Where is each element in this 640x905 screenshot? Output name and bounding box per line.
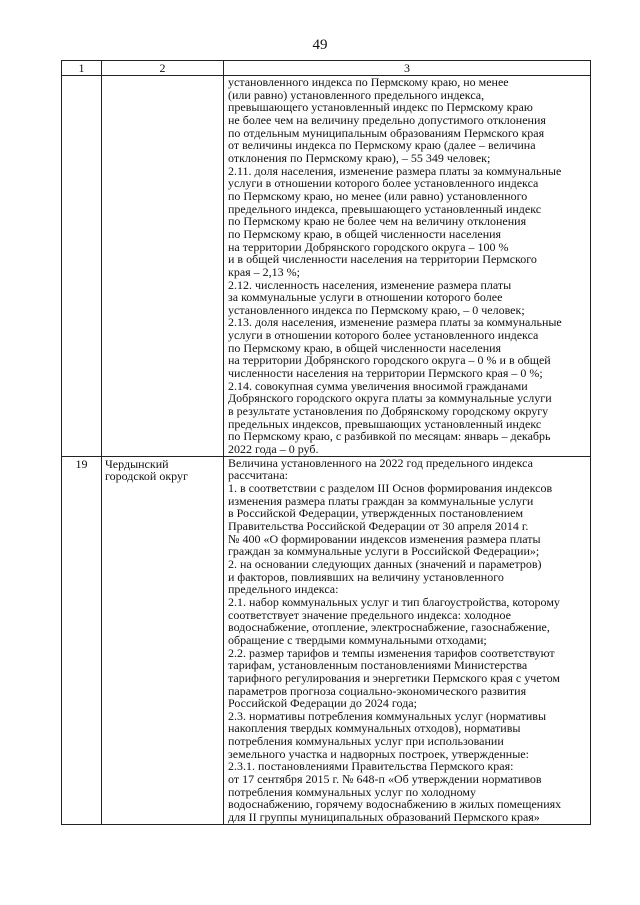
text-line: от величины индекса по Пермскому краю (далее – величина	[228, 138, 536, 153]
text-line: потребления коммунальных услуг при использовании	[228, 734, 504, 749]
text-line: на территории Добрянского городского округа – 100 %	[228, 239, 509, 254]
text-line: соответствует значение предельного индекса: холодное	[228, 607, 511, 622]
text-line: по Пермскому краю, в общей численности населения	[228, 226, 502, 241]
text-line: 2.2. размер тарифов и темпы изменения тарифов соответствуют	[228, 645, 555, 660]
text-line: отклонения по Пермскому краю), – 55 349 человек;	[228, 150, 491, 165]
description-cell	[224, 76, 591, 457]
text-line: (или равно) установленного предельного индекса,	[228, 87, 485, 102]
text-line: и факторов, повлиявших на величину установленного	[228, 569, 504, 584]
text-line: тарифам, установленным постановлениями Министерства	[228, 658, 528, 673]
text-line: Российской Федерации до 2024 года;	[228, 696, 417, 711]
text-line: не более чем на величину предельно допустимого отклонения	[228, 112, 546, 127]
text-line: граждан за коммунальные услуги в Российской Федерации»;	[228, 544, 540, 559]
text-line: обращение с твердыми коммунальными отходами;	[228, 632, 487, 647]
text-line: услуги в отношении которого более установленного индекса	[228, 176, 539, 191]
text-line: 2.3. нормативы потребления коммунальных услуг (нормативы	[228, 708, 546, 723]
text-line: по Пермскому краю, но менее (или равно) установленного	[228, 188, 528, 203]
text-line: 1. в соответствии с разделом III Основ формирования индексов	[228, 481, 553, 495]
row-number-cell: 19	[62, 456, 102, 824]
column-header-3: 3	[224, 61, 591, 76]
municipality-name-cell	[102, 76, 224, 457]
text-line: 2. на основании следующих данных (значений и параметров)	[228, 556, 542, 571]
text-line: накопления твердых коммунальных отходов), нормативы	[228, 721, 521, 736]
text-line: установленного индекса по Пермскому краю, – 0 человек;	[228, 302, 525, 317]
text-line: в результате установления по Добрянскому городскому округу	[228, 404, 549, 419]
text-line: Правительства Российской Федерации от 30 апреля 2014 г.	[228, 518, 529, 533]
text-line: 2.1. набор коммунальных услуг и тип благоустройства, которому	[228, 594, 560, 609]
text-line: численности населения на территории Пермского края – 0 %;	[228, 366, 543, 381]
text-line: края – 2,13 %;	[228, 264, 301, 279]
text-line: параметров прогноза социально-экономического развития	[228, 683, 527, 698]
text-line: по отдельным муниципальным образованиям Пермского края	[228, 125, 545, 140]
page-number: 49	[312, 37, 328, 53]
text-line: изменения размера платы граждан за коммунальные услуги	[228, 493, 534, 508]
document-table	[61, 60, 591, 825]
text-line: тарифного регулирования и энергетики Пермского края с учетом	[228, 670, 561, 685]
table-header-row	[62, 61, 591, 76]
text-line: 2.13. доля населения, изменение размера платы за коммунальные	[228, 315, 562, 330]
text-line: за коммунальные услуги в отношении которого более	[228, 290, 503, 305]
text-line: по Пермскому краю, в общей численности населения	[228, 340, 502, 355]
text-line: и в общей численности населения на территории Пермского	[228, 252, 537, 267]
table-row-continuation	[62, 76, 591, 457]
text-line: Добрянского городского округа платы за коммунальные услуги	[228, 391, 552, 406]
text-line: рассчитана:	[228, 468, 288, 483]
text-line: 2.11. доля населения, изменение размера платы за коммунальные	[228, 163, 562, 178]
text-line: 2022 года – 0 руб.	[228, 442, 319, 457]
text-line: Величина установленного на 2022 год предельного индекса	[228, 455, 533, 470]
text-line: по Пермскому краю не более чем на величину отклонения	[228, 214, 527, 229]
description-cell	[224, 456, 591, 824]
text-line: Чердынский	[105, 456, 169, 471]
text-line: потребления коммунальных услуг по холодному	[228, 784, 477, 799]
text-line: 2.12. численность населения, изменение размера платы	[228, 277, 512, 292]
text-line: предельного индекса, превышающего установленный индекс	[228, 201, 542, 216]
text-line: городской округ	[105, 469, 188, 484]
text-line: № 400 «О формировании индексов изменения размера платы	[228, 531, 541, 546]
text-line: на территории Добрянского городского округа – 0 % и в общей	[228, 353, 551, 368]
row-number-cell	[62, 76, 102, 457]
text-line: водоснабжению, горячему водоснабжению в жилых помещениях	[228, 797, 562, 812]
text-line: услуги в отношении которого более установленного индекса	[228, 328, 539, 343]
column-header-2: 2	[102, 61, 224, 76]
text-line: по Пермскому краю, с разбивкой по месяцам: январь – декабрь	[228, 429, 551, 444]
text-line: предельных индексов, превышающих установленный индекс	[228, 416, 542, 431]
text-line: водоснабжение, отопление, электроснабжение, газоснабжение,	[228, 620, 550, 635]
text-line: 2.14. совокупная сумма увеличения вносимой гражданами	[228, 378, 528, 393]
table-row-19	[62, 456, 591, 824]
municipality-name-cell	[102, 456, 224, 824]
text-line: для II группы муниципальных образований Пермского края»	[228, 810, 540, 825]
text-line: земельного участка и надворных построек, утвержденные:	[228, 746, 529, 761]
text-line: превышающего установленный индекс по Пермскому краю	[228, 100, 533, 115]
text-line: установленного индекса по Пермскому краю, но менее	[228, 75, 509, 89]
text-line: в Российской Федерации, утвержденных постановлением	[228, 506, 524, 521]
text-line: от 17 сентября 2015 г. № 648-п «Об утверждении нормативов	[228, 772, 542, 787]
text-line: 2.3.1. постановлениями Правительства Пермского края:	[228, 759, 514, 774]
column-header-1: 1	[62, 61, 102, 76]
text-line: предельного индекса:	[228, 582, 339, 597]
